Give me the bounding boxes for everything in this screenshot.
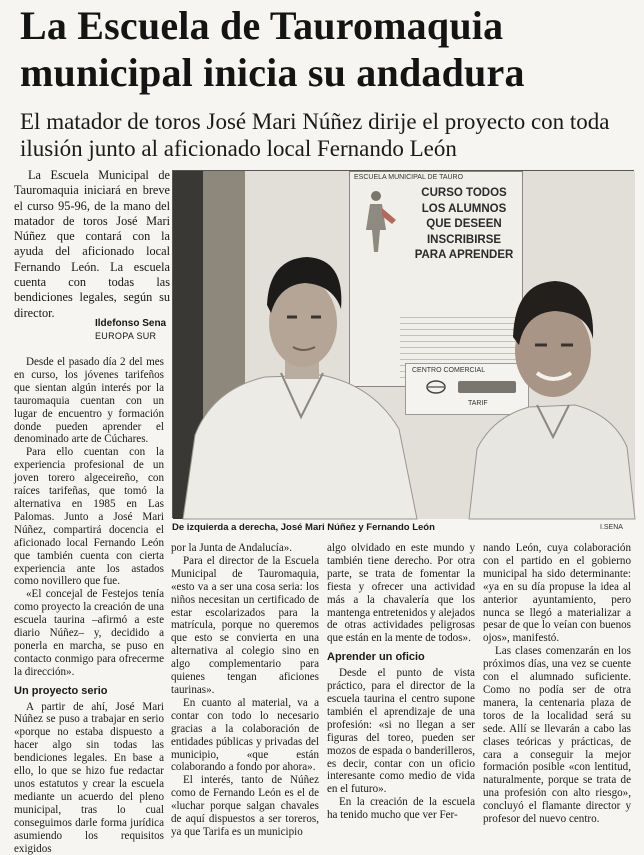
paragraph: Para el director de la Escuela Municipal de Tauromaquia, «esto va a ser una cosa seria: los niños necesitan un certificado de estar escolarizados para la matrícula, porque no queremos que esto se convierta en una alternativa al colegio sino en algo complementario para quienes tengan aficiones taurinas».: [171, 554, 319, 696]
section-heading: Aprender un oficio: [327, 651, 425, 664]
paragraph: Las clases comenzarán en los próximos días, una vez se cuente con el alumnado suficiente. Como no podía ser de otra manera, la centenaria plaza de toros de la localidad será su sede. Allí se llevarán a cabo las clases teóricas y prácticas, de cara a conseguir la mejor formación posible «con lentitud, naturalmente, porque se trata de una profesión con alto riesgo», concluyó el flamante director y profesor del nuevo centro.: [483, 645, 631, 826]
photo-caption: De izquierda a derecha, José Mari Núñez y Fernando León: [172, 522, 435, 533]
sign-title: CENTRO COMERCIAL: [412, 367, 486, 374]
paragraph: En cuanto al material, va a contar con todo lo necesario gracias a la colaboración de entidades públicas y privadas del municipio, «que están colaborando a fondo por ahora».: [171, 696, 319, 774]
body-column-2: [171, 542, 319, 838]
paragraph: algo olvidado en este mundo y también tiene derecho. Por otra parte, se trata de fomentar la fiesta y ofrecer una actividad más a la chavalería que los mantenga entretenidos y alejados de otras actividades peligrosas que están en la mente de todos».: [327, 542, 475, 645]
byline: [95, 317, 175, 343]
source-name: EUROPA SUR: [95, 331, 157, 341]
man-right-figure: [463, 259, 635, 519]
paragraph: El interés, tanto de Núñez como de Fernando León es el de «luchar porque salgan chavales de aquí dispuestos a ser toreros, ya que Tarifa es un municipio: [171, 774, 319, 838]
poster-text: CURSO TODOS LOS ALUMNOS QUE DESEEN INSCRIBIRSE PARA APRENDER: [414, 187, 514, 261]
paragraph: Desde el pasado día 2 del mes en curso, los jóvenes tarifeños que sientan algún interés por la tauromaquia cuentan con un lugar de encuentro y formación donde pueden aprender el denominado arte de Cúchares.: [14, 356, 164, 446]
subheadline: El matador de toros José Mari Núñez dirije el proyecto con toda ilusión junto al aficionado local Fernando León: [20, 109, 610, 161]
paragraph: Para ello cuentan con la experiencia profesional de un joven torero algeceireño, con raíces tarifeñas, que tomó la alternativa en 1985 en Las Palomas. Junto a José Mari Núñez, compartirá docencia el aficionado local Fernando León que también cuenta con cierta experiencia ante los astados como novillero que fue.: [14, 446, 164, 588]
paragraph: Desde el punto de vista práctico, para el director de la escuela taurina el centro supone también el aprendizaje de una profesión: «si no llegan a ser figuras del toreo, pueden ser mozos de espada o banderilleros, es decir, contar con un oficio interesante como medio de vida en el futuro».: [327, 667, 475, 796]
body-column-4: [483, 542, 631, 826]
paragraph: «El concejal de Festejos tenía como proyecto la creación de una escuela taurina –afirmó a este diario Núñez– y, decidido a ponerla en marcha, se puso en contacto conmigo para ofrecerme la dirección».: [14, 588, 164, 678]
paragraph: A partir de ahí, José Mari Núñez se puso a trabajar en serio «porque no estaba dispuesto a hacer algo sin todas las bendiciones legales. En base a ello, lo que se hizo fue redactar unos estatutos y crear la escuela mediante un acuerdo del pleno municipal, tras lo cual conseguimos darle forma jurídica asumiendo los requisitos exigidos: [14, 700, 164, 855]
man-left-figure: [173, 239, 443, 519]
paragraph: nando León, cuya colaboración con el partido en el gobierno municipal ha sido determinante: «ya en su día propuse la idea al anterior ayuntamiento, pero nunca se llegó a materializar a pesar de que lo veían con buenos ojos», manifestó.: [483, 542, 631, 645]
paragraph: por la Junta de Andalucía».: [171, 542, 293, 554]
lead-text: La Escuela Municipal de Tauromaquia iniciará en breve el curso 95-96, de la mano del matador de toros José Mari Núñez que contará con la ayuda del aficionado local Fernando León. La escuela cuenta con todas las bendiciones legales, según su director.: [14, 168, 170, 320]
article-photo: [172, 170, 634, 518]
paragraph: En la creación de la escuela ha tenido mucho que ver Fer-: [327, 796, 475, 822]
section-heading: Un proyecto serio: [14, 684, 108, 697]
body-column-3: [327, 542, 475, 822]
sign-subtitle: TARIF: [468, 400, 488, 407]
lead-paragraph: [14, 168, 170, 321]
photo-credit: I.SENA: [600, 524, 623, 531]
headline: La Escuela de Tauromaquia municipal inicia su andadura: [20, 3, 525, 95]
author-name: Ildefonso Sena: [95, 318, 167, 329]
body-column-1: [14, 356, 164, 855]
poster-header: ESCUELA MUNICIPAL DE TAURO: [354, 174, 464, 181]
